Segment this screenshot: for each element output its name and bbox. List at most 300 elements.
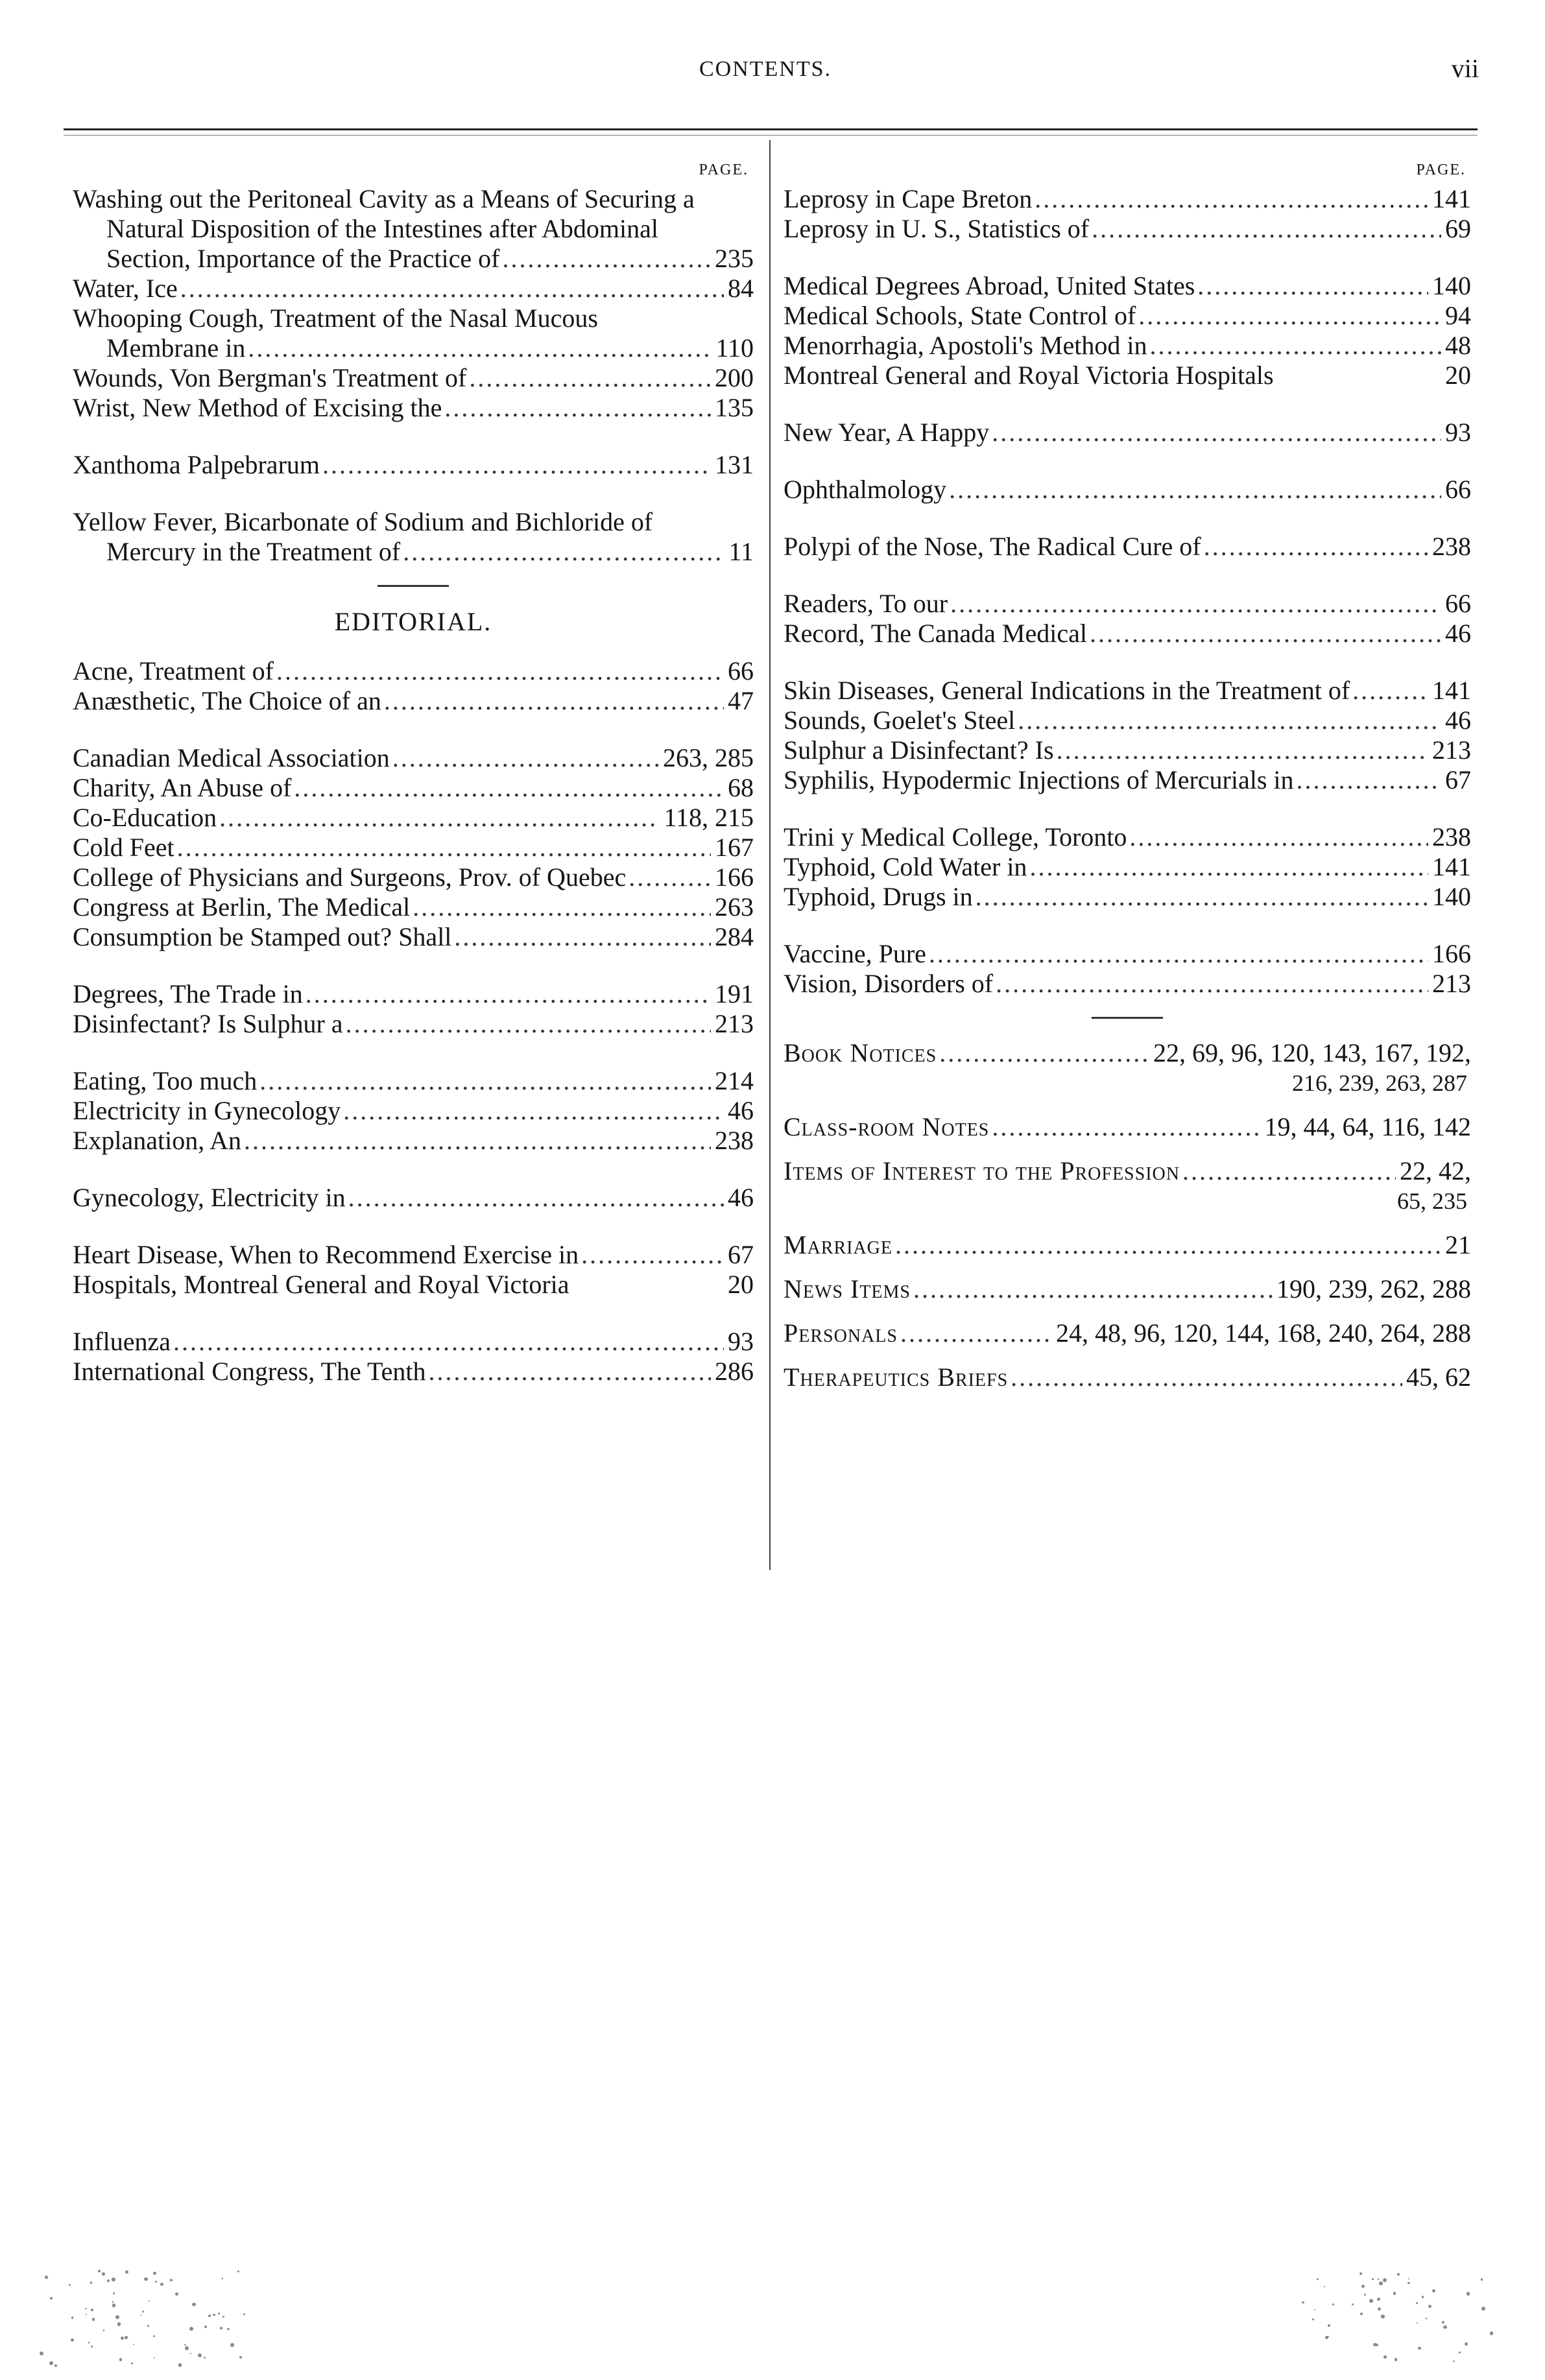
entry-title: Cold Feet: [73, 833, 177, 862]
entry-title: College of Physicians and Surgeons, Prov. of Quebec: [73, 863, 629, 892]
entry-title: Hospitals, Montreal General and Royal Victoria: [73, 1270, 572, 1299]
section-title: Marriage: [784, 1230, 895, 1259]
section-entry: [784, 1230, 1471, 1260]
entry-gap: [73, 1300, 754, 1327]
scan-speck: [243, 2313, 245, 2315]
scan-speck: [239, 2356, 242, 2359]
scan-speck: [1324, 2286, 1325, 2287]
entry-title: Gynecology, Electricity in: [73, 1183, 348, 1212]
scan-speck: [1378, 2307, 1381, 2311]
column-divider: [769, 140, 771, 1570]
scan-speck: [1381, 2315, 1384, 2318]
scan-speck: [91, 2309, 93, 2311]
scan-speck: [1459, 2351, 1461, 2353]
entry-page: 213: [1428, 969, 1471, 999]
scan-speck: [147, 2325, 149, 2327]
entry-title: Congress at Berlin, The Medical: [73, 892, 413, 922]
index-entry: [73, 1096, 754, 1126]
entry-page: 46: [1441, 619, 1471, 649]
scan-speck: [125, 2336, 128, 2339]
entry-title: Water, Ice: [73, 274, 180, 303]
entry-title: Wrist, New Method of Excising the: [73, 393, 444, 422]
scan-speck: [1432, 2289, 1435, 2292]
scan-speck: [49, 2361, 53, 2365]
scan-speck: [92, 2318, 95, 2320]
entry-page: 286: [711, 1357, 754, 1386]
index-entry: [73, 507, 754, 567]
scan-speck: [1418, 2347, 1421, 2350]
section-entry: [784, 1274, 1471, 1304]
scan-speck: [1312, 2318, 1314, 2320]
scan-speck: [1465, 2342, 1468, 2346]
scan-speck: [237, 2270, 239, 2272]
scan-speck: [131, 2362, 133, 2364]
entry-title: Trini y Medical College, Toronto: [784, 822, 1129, 851]
scan-speck: [1302, 2302, 1304, 2303]
entry-title: International Congress, The Tenth: [73, 1357, 429, 1386]
index-entry: [784, 184, 1471, 214]
entry-page: 200: [711, 363, 754, 393]
scan-speck: [1383, 2278, 1387, 2282]
scan-speck: [1360, 2313, 1363, 2315]
index-entry: [73, 803, 754, 833]
index-entry: [784, 271, 1471, 301]
entry-title: Degrees, The Trade in: [73, 979, 305, 1008]
index-entry: [73, 274, 754, 303]
scan-speck: [230, 2343, 234, 2347]
index-entry: [73, 743, 754, 773]
scan-speck: [1453, 2361, 1455, 2362]
scan-speck: [54, 2364, 57, 2367]
entry-page: 191: [711, 979, 754, 1009]
entry-page: 166: [711, 863, 754, 892]
section-rule: [1092, 1017, 1163, 1019]
scan-speck: [115, 2315, 119, 2319]
entry-title: Disinfectant? Is Sulphur a: [73, 1009, 346, 1038]
entry-page: 67: [1441, 765, 1471, 795]
section-entry: [784, 1038, 1471, 1098]
entry-page: 135: [711, 393, 754, 423]
entry-gap: [784, 1304, 1471, 1318]
index-entry: [784, 939, 1471, 969]
index-entry: [73, 979, 754, 1009]
scan-speck: [178, 2363, 182, 2366]
section-pages: 24, 48, 96, 120, 144, 168, 240, 264, 288: [1052, 1318, 1471, 1348]
scan-speck: [1332, 2303, 1335, 2306]
scan-speck: [1314, 2309, 1315, 2311]
index-entry: [784, 706, 1471, 735]
scan-speck: [1428, 2305, 1431, 2308]
entry-gap: [73, 1156, 754, 1183]
entry-title: Vaccine, Pure: [784, 939, 929, 968]
scan-speck: [86, 2314, 87, 2315]
entry-page: 141: [1428, 676, 1471, 706]
index-entry: [73, 686, 754, 716]
section-entry: [784, 1363, 1471, 1392]
scan-speck: [220, 2327, 222, 2329]
entry-title: Readers, To our: [784, 589, 950, 618]
entry-page: 66: [1441, 589, 1471, 619]
scan-speck: [1395, 2358, 1398, 2361]
entry-page: 69: [1441, 214, 1471, 244]
index-entry: [784, 765, 1471, 795]
section-entry-line: [784, 1156, 1471, 1186]
index-entry: [73, 1357, 754, 1386]
page-column-label: PAGE.: [699, 161, 749, 178]
index-entry: [73, 1009, 754, 1039]
entry-gap: [784, 1142, 1471, 1156]
entry-gap: [73, 1039, 754, 1066]
entry-title: Typhoid, Drugs in: [784, 882, 976, 911]
entry-page: 46: [724, 1096, 754, 1126]
index-entry: [73, 450, 754, 480]
index-entry: [784, 214, 1471, 244]
section-pages-continued: 65, 235: [1397, 1188, 1467, 1214]
entry-title: Washing out the Peritoneal Cavity as a Means of Securing a Natural Disposition of the Intestines after Abdominal Section, Importance of the Practice of: [73, 184, 695, 273]
entry-gap: [73, 716, 754, 743]
scan-speck: [1397, 2273, 1400, 2276]
entry-page: 214: [711, 1066, 754, 1096]
entry-page: 66: [724, 656, 754, 686]
entry-title: Syphilis, Hypodermic Injections of Mercurials in: [784, 765, 1297, 794]
scan-speck: [88, 2342, 90, 2344]
scan-speck: [204, 2326, 207, 2328]
scan-speck: [213, 2314, 215, 2316]
scan-speck: [112, 2301, 114, 2303]
scan-speck: [90, 2281, 92, 2283]
scan-speck: [153, 2335, 155, 2337]
entry-page: 140: [1428, 882, 1471, 912]
scan-noise: [39, 2101, 1505, 2374]
entry-page: 213: [1428, 735, 1471, 765]
index-entry: [73, 1240, 754, 1270]
scan-speck: [1352, 2303, 1354, 2305]
scan-speck: [121, 2337, 124, 2340]
scan-speck: [1467, 2292, 1470, 2295]
page-title: CONTENTS.: [699, 57, 832, 81]
entry-page: 67: [724, 1240, 754, 1270]
scan-speck: [154, 2357, 155, 2359]
scan-speck: [1426, 2318, 1427, 2319]
entry-title: Xanthoma Palpebrarum: [73, 450, 322, 479]
section-entry: [784, 1112, 1471, 1142]
entry-page: 263: [711, 892, 754, 922]
scan-speck: [112, 2278, 115, 2281]
entry-title: Electricity in Gynecology: [73, 1096, 343, 1125]
entry-title: Leprosy in Cape Breton: [784, 184, 1035, 213]
scan-speck: [50, 2297, 53, 2300]
scan-speck: [1379, 2281, 1383, 2285]
section-title: Items of Interest to the Profession: [784, 1156, 1182, 1185]
scan-speck: [103, 2329, 104, 2331]
entry-gap: [784, 1260, 1471, 1274]
index-entry: [73, 184, 754, 274]
index-entry: [784, 619, 1471, 649]
entry-gap: [73, 1213, 754, 1240]
entry-page: 94: [1441, 301, 1471, 331]
index-entry: [784, 852, 1471, 882]
page-column-label: PAGE.: [1416, 161, 1466, 178]
running-head: [0, 54, 1545, 96]
section-entry-line: [784, 1038, 1471, 1068]
scan-speck: [1417, 2322, 1418, 2324]
index-entry: [73, 303, 754, 363]
header-rule-thin: [64, 135, 1478, 136]
scan-speck: [1372, 2278, 1374, 2280]
scan-speck: [184, 2344, 186, 2346]
scan-speck: [190, 2353, 191, 2354]
entry-page: 284: [711, 922, 754, 952]
scan-speck: [125, 2270, 128, 2274]
index-entry: [73, 922, 754, 952]
entry-title: Sounds, Goelet's Steel: [784, 706, 1018, 735]
scan-speck: [1407, 2282, 1410, 2285]
entry-gap: [784, 795, 1471, 822]
index-entry: [73, 892, 754, 922]
left-column: [73, 156, 754, 1386]
section-entry-line: [784, 1274, 1471, 1304]
index-entry: [73, 1126, 754, 1156]
index-entry: [73, 1327, 754, 1357]
scan-speck: [222, 2278, 223, 2279]
entry-gap: [784, 390, 1471, 418]
section-pages-continued: 216, 239, 263, 287: [1292, 1070, 1467, 1096]
entry-title: Montreal General and Royal Victoria Hospitals: [784, 361, 1276, 390]
index-entry: [784, 331, 1471, 361]
scan-speck: [1481, 2278, 1483, 2280]
entry-page: 11: [725, 537, 754, 567]
entry-page: 118, 215: [660, 803, 754, 833]
scan-speck: [222, 2316, 224, 2318]
scan-speck: [1383, 2355, 1387, 2359]
index-entry: [73, 1183, 754, 1213]
index-entry: [784, 532, 1471, 562]
scan-speck: [1325, 2336, 1328, 2339]
scan-speck: [153, 2272, 156, 2275]
index-entry: [784, 822, 1471, 852]
entry-page: 84: [724, 274, 754, 303]
entry-gap: [784, 1098, 1471, 1112]
entry-title: Polypi of the Nose, The Radical Cure of: [784, 532, 1204, 561]
entry-title: Vision, Disorders of: [784, 969, 996, 998]
scan-speck: [85, 2308, 86, 2309]
scan-speck: [155, 2281, 157, 2283]
header-rule: [64, 128, 1478, 130]
section-pages: 19, 44, 64, 116, 142: [1260, 1112, 1471, 1142]
entry-page: 213: [711, 1009, 754, 1039]
index-list-general: [784, 184, 1471, 999]
right-column: [784, 156, 1471, 1407]
scan-speck: [1317, 2278, 1319, 2280]
entry-title: Explanation, An: [73, 1126, 244, 1155]
scan-speck: [198, 2353, 202, 2357]
entry-title: Skin Diseases, General Indications in the Treatment of: [784, 676, 1352, 705]
scan-speck: [149, 2300, 150, 2302]
scan-speck: [1408, 2278, 1410, 2280]
entry-page: 263, 285: [659, 743, 754, 773]
entry-gap: [784, 1216, 1471, 1230]
scan-speck: [45, 2276, 48, 2279]
section-entry-line: [784, 1230, 1471, 1260]
scan-speck: [204, 2357, 206, 2359]
section-title: Book Notices: [784, 1038, 939, 1067]
entry-gap: [784, 912, 1471, 939]
entry-title: Typhoid, Cold Water in: [784, 852, 1029, 881]
entry-title: Wounds, Von Bergman's Treatment of: [73, 363, 469, 392]
scan-speck: [1490, 2331, 1493, 2335]
entry-title: Heart Disease, When to Recommend Exercise in: [73, 1240, 581, 1269]
entry-gap: [784, 1348, 1471, 1363]
section-pages: 21: [1441, 1230, 1471, 1260]
index-entry: [784, 475, 1471, 505]
scan-speck: [102, 2272, 104, 2275]
entry-title: Canadian Medical Association: [73, 743, 392, 772]
entry-page: 238: [1428, 822, 1471, 852]
scan-speck: [142, 2311, 144, 2313]
index-entry: [784, 882, 1471, 912]
index-entry: [784, 361, 1471, 390]
section-entry: [784, 1156, 1471, 1216]
scan-speck: [113, 2292, 115, 2294]
index-entry: [784, 589, 1471, 619]
entry-title: Consumption be Stamped out? Shall: [73, 922, 454, 951]
scan-speck: [1373, 2343, 1376, 2346]
entry-title: Whooping Cough, Treatment of the Nasal Mucous Membrane in: [73, 303, 598, 363]
scan-speck: [1377, 2298, 1380, 2301]
index-entry: [73, 833, 754, 863]
entry-page: 47: [724, 686, 754, 716]
entry-page: 141: [1428, 852, 1471, 882]
entry-title: Sulphur a Disinfectant? Is: [784, 735, 1057, 765]
scan-speck: [1481, 2307, 1485, 2311]
entry-page: 20: [1441, 361, 1471, 390]
entry-page: 141: [1428, 184, 1471, 214]
index-list-general: [73, 184, 754, 567]
index-entry: [784, 418, 1471, 447]
scan-speck: [144, 2278, 148, 2281]
scan-speck: [192, 2303, 196, 2307]
scan-speck: [71, 2316, 73, 2318]
entry-title: Menorrhagia, Apostoli's Method in: [784, 331, 1150, 360]
entry-title: Ophthalmology: [784, 475, 949, 504]
section-title: Personals: [784, 1318, 900, 1348]
scan-speck: [185, 2346, 189, 2350]
scan-speck: [119, 2358, 123, 2361]
entry-gap: [784, 505, 1471, 532]
entry-page: 167: [711, 833, 754, 863]
entry-title: Acne, Treatment of: [73, 656, 276, 685]
entry-page: 131: [711, 450, 754, 480]
entry-title: Anæsthetic, The Choice of an: [73, 686, 384, 715]
index-entry: [73, 656, 754, 686]
index-list-editorial: [73, 656, 754, 1386]
index-entry: [73, 363, 754, 393]
scan-speck: [107, 2279, 110, 2282]
section-pages: 190, 239, 262, 288: [1273, 1274, 1471, 1304]
page-number: vii: [1451, 54, 1479, 83]
entry-page: 235: [711, 244, 754, 274]
section-entry-line: [784, 1363, 1471, 1392]
section-title: Class-room Notes: [784, 1112, 992, 1141]
index-entry: [73, 863, 754, 892]
entry-gap: [73, 952, 754, 979]
scan-speck: [1443, 2326, 1447, 2329]
entry-gap: [73, 480, 754, 507]
scan-speck: [1361, 2285, 1365, 2288]
scan-speck: [91, 2346, 93, 2348]
scan-speck: [71, 2338, 74, 2342]
entry-page: 93: [1441, 418, 1471, 447]
entry-page: 20: [724, 1270, 754, 1300]
entry-gap: [784, 244, 1471, 271]
editorial-heading: EDITORIAL.: [334, 607, 492, 636]
scan-speck: [133, 2344, 134, 2345]
entry-title: Medical Degrees Abroad, United States: [784, 271, 1197, 300]
entry-title: Record, The Canada Medical: [784, 619, 1090, 648]
entry-page: 66: [1441, 475, 1471, 505]
scan-speck: [1422, 2296, 1424, 2298]
scan-speck: [117, 2322, 121, 2326]
entry-page: 110: [712, 333, 754, 363]
scan-speck: [208, 2315, 211, 2317]
scan-speck: [170, 2279, 173, 2281]
index-entry: [784, 735, 1471, 765]
scan-speck: [98, 2270, 101, 2272]
entry-title: Medical Schools, State Control of: [784, 301, 1138, 330]
entry-title: Co-Education: [73, 803, 219, 832]
entry-page: 68: [724, 773, 754, 803]
entry-title: Charity, An Abuse of: [73, 773, 294, 802]
scan-speck: [1416, 2302, 1418, 2304]
entry-title: Eating, Too much: [73, 1066, 259, 1095]
entry-title: New Year, A Happy: [784, 418, 992, 447]
entry-gap: [784, 562, 1471, 589]
section-entry-line: [784, 1112, 1471, 1142]
section-entry: [784, 1318, 1471, 1348]
scan-speck: [112, 2303, 116, 2307]
entry-page: 48: [1441, 331, 1471, 361]
index-entry: [73, 1066, 754, 1096]
index-entry: [73, 393, 754, 423]
scan-speck: [1378, 2278, 1380, 2280]
entry-page: 46: [1441, 706, 1471, 735]
scan-speck: [1442, 2321, 1444, 2324]
scan-speck: [218, 2313, 219, 2314]
index-entry: [784, 301, 1471, 331]
scan-speck: [1369, 2299, 1373, 2303]
entry-title: Leprosy in U. S., Statistics of: [784, 214, 1092, 243]
scan-speck: [227, 2328, 230, 2331]
entry-page: 238: [711, 1126, 754, 1156]
section-pages: 22, 42,: [1396, 1156, 1471, 1186]
scan-speck: [1393, 2292, 1396, 2295]
entry-title: Influenza: [73, 1327, 173, 1356]
section-pages: 45, 62: [1402, 1363, 1471, 1392]
entry-gap: [73, 423, 754, 450]
scan-speck: [1364, 2294, 1366, 2296]
index-list-sections: [784, 1038, 1471, 1407]
entry-gap: [784, 1392, 1471, 1407]
section-pages: 22, 69, 96, 120, 143, 167, 192,: [1149, 1038, 1471, 1068]
section-title: Therapeutics Briefs: [784, 1363, 1011, 1392]
index-entry: [73, 773, 754, 803]
entry-page: 93: [724, 1327, 754, 1357]
entry-page: 46: [724, 1183, 754, 1213]
scan-speck: [1328, 2324, 1330, 2327]
entry-page: 238: [1428, 532, 1471, 562]
section-title: News Items: [784, 1274, 913, 1303]
entry-title: Yellow Fever, Bicarbonate of Sodium and Bichloride of Mercury in the Treatment of: [73, 507, 653, 566]
